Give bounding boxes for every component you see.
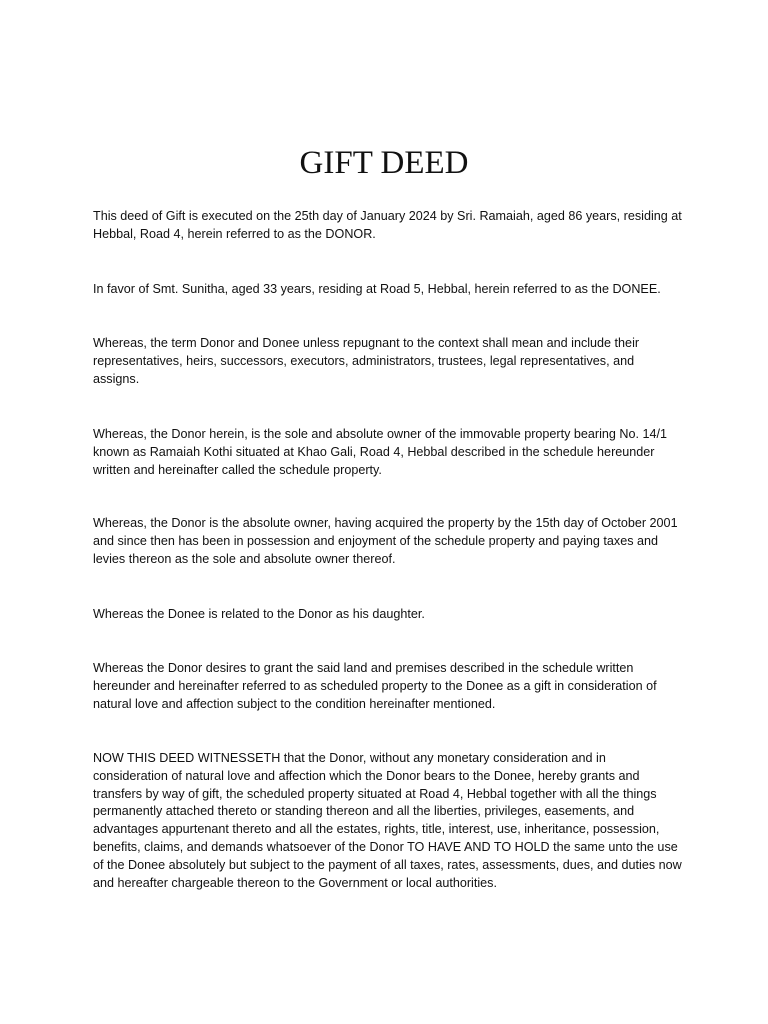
paragraph-definitions: Whereas, the term Donor and Donee unless repugnant to the context shall mean and include their representatives, heirs, successors, executors, administrators, trustees, legal representatives, and assigns. (93, 336, 640, 386)
paragraph-witnesseth: NOW THIS DEED WITNESSETH that the Donor, without any monetary consideration and in consideration of natural love and affection which the Donor bears to the Donee, hereby grants and transfers by way of gift, the scheduled property situated at Road 4, Hebbal together with all the things permanently attached thereto or standing thereon and all the liberties, privileges, easements, and advantages appurtenant thereto and all the estates, rights, title, interest, use, inheritance, possession, benefits, claims, and demands whatsoever of the Donor TO HAVE AND TO HOLD the same unto the use of the Donee absolutely but subject to the payment of all taxes, rates, assessments, dues, and duties now and hereafter chargeable thereon to the Government or local authorities. (93, 751, 682, 890)
paragraph-acquisition: Whereas, the Donor is the absolute owner, having acquired the property by the 15th day of October 2001 and since then has been in possession and enjoyment of the schedule property and paying taxes and levies thereon as the sole and absolute owner thereof. (93, 516, 678, 566)
paragraph-execution: This deed of Gift is executed on the 25th day of January 2024 by Sri. Ramaiah, aged 86 years, residing at Hebbal, Road 4, herein referred to as the DONOR. (93, 209, 682, 241)
paragraph-donee: In favor of Smt. Sunitha, aged 33 years, residing at Road 5, Hebbal, herein referred to as the DONEE. (93, 282, 661, 296)
document-title: GIFT DEED (299, 145, 469, 181)
paragraph-ownership: Whereas, the Donor herein, is the sole and absolute owner of the immovable property bearing No. 14/1 known as Ramaiah Kothi situated at Khao Gali, Road 4, Hebbal described in the schedule hereunder written and hereinafter called the schedule property. (93, 427, 668, 477)
paragraph-relation: Whereas the Donee is related to the Donor as his daughter. (93, 607, 425, 621)
paragraph-intent: Whereas the Donor desires to grant the said land and premises described in the schedule written hereunder and hereinafter referred to as scheduled property to the Donee as a gift in consideration of natural love and affection subject to the condition hereinafter mentioned. (93, 661, 657, 711)
